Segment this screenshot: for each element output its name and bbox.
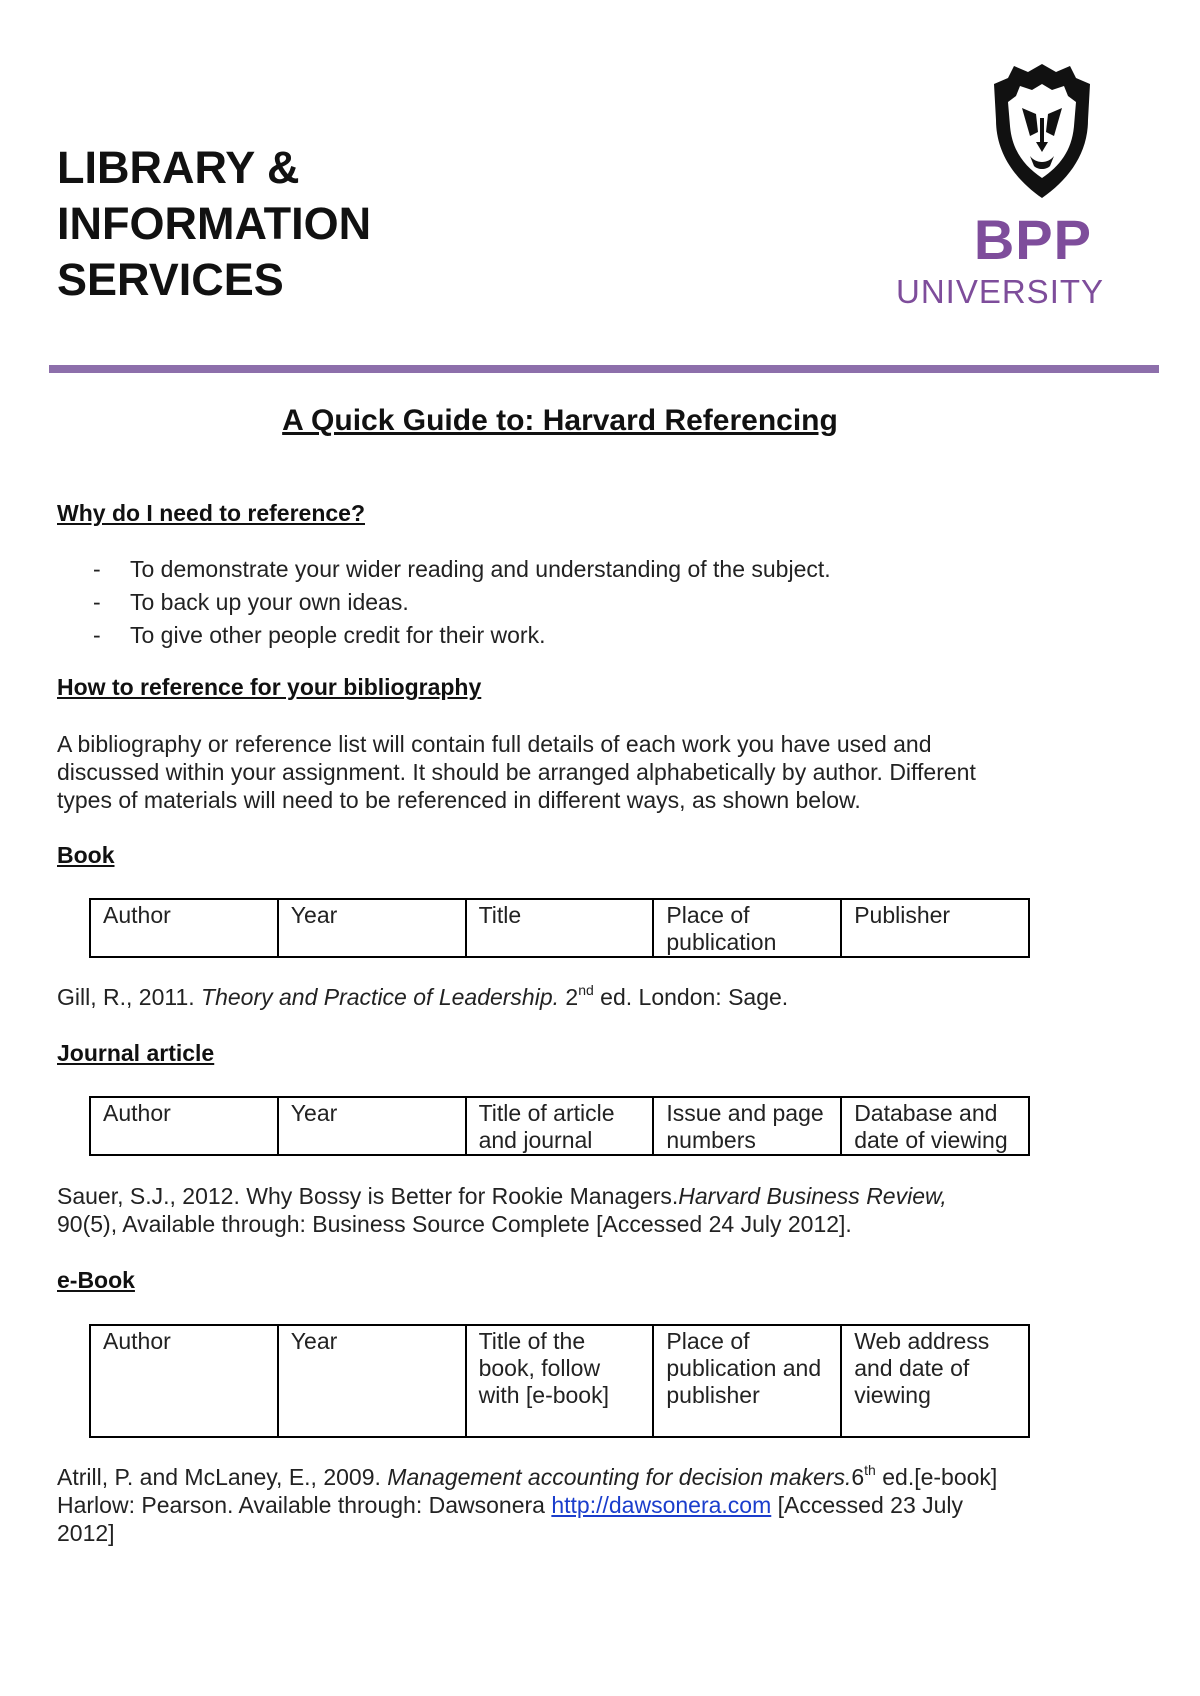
book-example [57,983,788,1011]
lion-shield-icon [992,62,1092,200]
table-cell: Author [90,899,278,957]
example-text: ed.[e-book] [875,1464,998,1490]
section-heading-book: Book [57,842,115,868]
example-text: ed. London: Sage. [593,984,789,1010]
ebook-format-table [89,1324,1030,1438]
table-cell: Year [278,1097,466,1155]
intro-line: discussed within your assignment. It should be arranged alphabetically by author. Different [57,759,976,785]
book-format-table [89,898,1030,958]
intro-line: A bibliography or reference list will contain full details of each work you have used and [57,731,932,757]
journal-example-line1 [57,1182,947,1210]
section-heading-why: Why do I need to reference? [57,500,365,526]
example-text: Atrill, P. and McLaney, E., 2009. [57,1464,388,1490]
example-journal: Harvard Business Review, [678,1183,947,1209]
department-title-line2: INFORMATION [57,198,372,249]
table-cell: Title [466,899,654,957]
table-cell: Year [278,1325,466,1437]
table-row [90,899,1029,957]
table-row [90,1097,1029,1155]
logo-subtitle: UNIVERSITY [896,273,1105,310]
list-item-text: To give other people credit for their work. [130,622,546,648]
journal-example-line2: 90(5), Available through: Business Source Complete [Accessed 24 July 2012]. [57,1211,852,1237]
table-cell: Author [90,1097,278,1155]
table-cell: Year [278,899,466,957]
page-title: A Quick Guide to: Harvard Referencing [282,404,838,437]
example-text: [Accessed 23 July [771,1492,964,1518]
table-cell: Web address and date of viewing [841,1325,1029,1437]
example-text: Sauer, S.J., 2012. Why Bossy is Better for Rookie Managers. [57,1183,679,1209]
bullet-dash: - [93,556,101,582]
intro-paragraph [57,730,976,814]
journal-format-table [89,1096,1030,1156]
table-cell: Author [90,1325,278,1437]
section-heading-journal: Journal article [57,1040,215,1066]
table-cell: Title of the book, follow with [e-book] [466,1325,654,1437]
table-row [90,1325,1029,1437]
list-item-text: To demonstrate your wider reading and understanding of the subject. [130,556,831,582]
department-title-line1: LIBRARY & [57,142,300,193]
list-item-text: To back up your own ideas. [130,589,409,615]
table-cell: Publisher [841,899,1029,957]
ebook-example-line2 [57,1491,963,1519]
intro-line: types of materials will need to be referenced in different ways, as shown below. [57,787,861,813]
department-title-line3: SERVICES [57,254,284,305]
table-cell: Place of publication and publisher [653,1325,841,1437]
table-cell: Database and date of viewing [841,1097,1029,1155]
ebook-example-line1 [57,1463,997,1491]
section-heading-ebook: e-Book [57,1267,135,1293]
bpp-university-logo [896,62,1112,312]
table-cell: Issue and page numbers [653,1097,841,1155]
example-title: Theory and Practice of Leadership. [201,984,560,1010]
section-heading-how: How to reference for your bibliography [57,674,482,700]
bullet-dash: - [93,589,101,615]
table-cell: Place of publication [653,899,841,957]
dawsonera-link[interactable]: http://dawsonera.com [551,1492,772,1518]
department-title [57,140,371,308]
example-title: Management accounting for decision makers. [387,1464,852,1490]
ebook-example-line3: 2012] [57,1520,115,1546]
example-text: Gill, R., 2011. [57,984,202,1010]
header-divider [49,365,1159,373]
table-cell: Title of article and journal [466,1097,654,1155]
example-superscript: th [864,1462,876,1478]
bullet-dash: - [93,622,101,648]
example-text: Harlow: Pearson. Available through: Dawsonera [57,1492,552,1518]
logo-wordmark: BPP [973,208,1092,271]
example-text: 6 [851,1464,865,1490]
example-text: 2 [559,984,579,1010]
example-superscript: nd [578,982,594,998]
